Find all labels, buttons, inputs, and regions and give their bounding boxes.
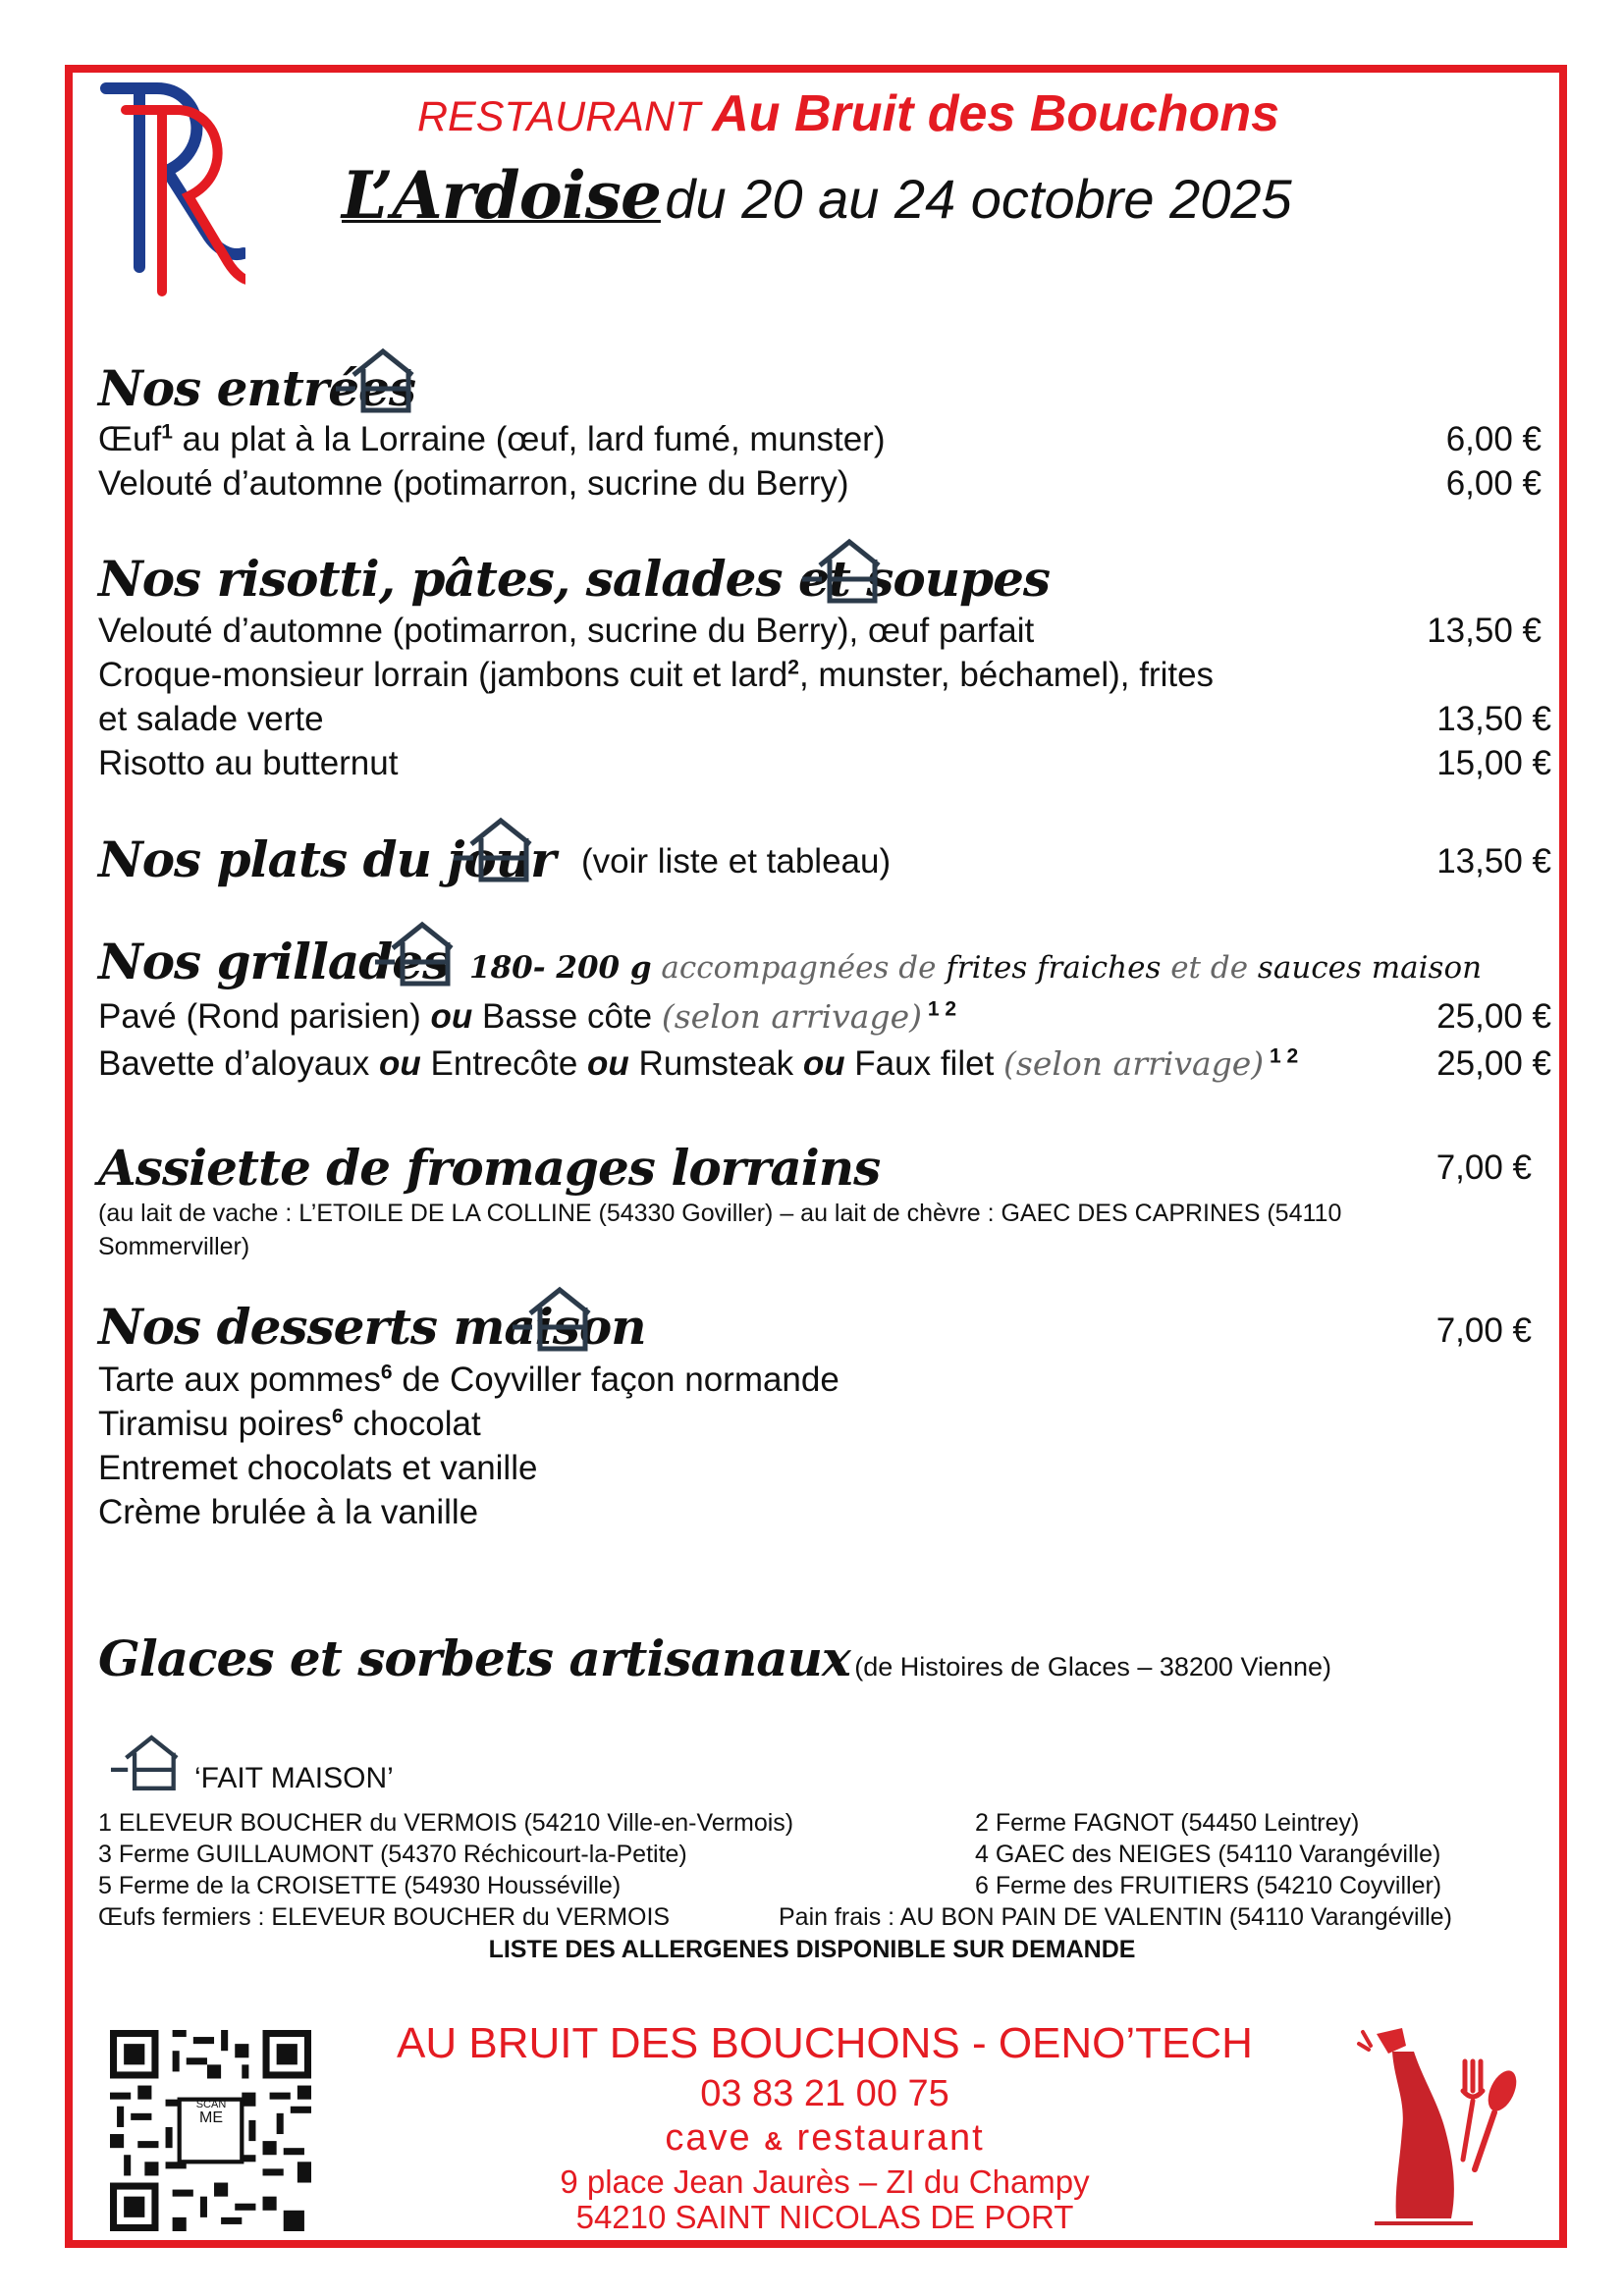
entree-item-2: Velouté d’automne (potimarron, sucrine du Berry) bbox=[98, 464, 849, 503]
bottle-cutlery-icon bbox=[1355, 2022, 1532, 2228]
glaces-title: Glaces et sorbets artisanaux bbox=[98, 1629, 850, 1687]
supplier-right-1: 2 Ferme FAGNOT (54450 Leintrey) bbox=[975, 1809, 1360, 1837]
supplier-right-3: 6 Ferme des FRUITIERS (54210 Coyviller) bbox=[975, 1872, 1442, 1899]
fait-maison-label: ‘FAIT MAISON’ bbox=[194, 1762, 394, 1794]
footer-name: AU BRUIT DES BOUCHONS - OENO’TECH bbox=[397, 2019, 1253, 2067]
grillade-price-2: 25,00 € bbox=[1436, 1044, 1551, 1083]
entree-price-2: 6,00 € bbox=[1445, 464, 1542, 503]
supplier-left-4: Œufs fermiers : ELEVEUR BOUCHER du VERMOIS bbox=[98, 1903, 671, 1931]
footer-address-1: 9 place Jean Jaurès – ZI du Champy bbox=[560, 2163, 1090, 2200]
qr-code[interactable] bbox=[110, 2030, 311, 2231]
risotti-price-2: 13,50 € bbox=[1436, 700, 1551, 738]
fait-maison-icon bbox=[334, 346, 422, 416]
grillades-title: Nos grillades bbox=[98, 933, 450, 990]
supplier-right-2: 4 GAEC des NEIGES (54110 Varangéville) bbox=[975, 1841, 1441, 1868]
risotti-price-1: 13,50 € bbox=[1427, 612, 1542, 650]
supplier-right-4: Pain frais : AU BON PAIN DE VALENTIN (54110 Varangéville) bbox=[779, 1903, 1452, 1931]
allergens-note: LISTE DES ALLERGENES DISPONIBLE SUR DEMANDE bbox=[488, 1936, 1136, 1963]
dessert-item-4: Crème brulée à la vanille bbox=[98, 1493, 479, 1531]
plats-title: Nos plats du jour bbox=[98, 830, 556, 888]
footer-address-2: 54210 SAINT NICOLAS DE PORT bbox=[575, 2199, 1074, 2235]
desserts-price: 7,00 € bbox=[1435, 1311, 1532, 1350]
qr-scan-label: SCAN ME bbox=[195, 2099, 227, 2126]
dessert-item-3: Entremet chocolats et vanille bbox=[98, 1449, 538, 1487]
glaces-block bbox=[98, 1629, 1331, 1687]
plats-note: (voir liste et tableau) bbox=[581, 842, 892, 881]
restaurant-name: Au Bruit des Bouchons bbox=[712, 85, 1280, 142]
plats-price: 13,50 € bbox=[1436, 842, 1551, 881]
dessert-item-1: Tarte aux pommes$^6$ de Coyviller façon normande bbox=[98, 1361, 839, 1399]
risotti-title: Nos risotti, pâtes, salades et soupes bbox=[98, 550, 1051, 608]
footer-cave-restaurant: cave & restaurant bbox=[665, 2117, 985, 2159]
ardoise-label: L’Ardoise bbox=[342, 157, 661, 234]
entree-item-1: Œuf$^1$ au plat à la Lorraine (œuf, lard fumé, munster) bbox=[98, 420, 886, 458]
grillade-price-1: 25,00 € bbox=[1436, 997, 1551, 1036]
dessert-item-2: Tiramisu poires$^6$ chocolat bbox=[98, 1405, 481, 1443]
rr-logo bbox=[98, 80, 245, 306]
supplier-left-2: 3 Ferme GUILLAUMONT (54370 Réchicourt-la-Petite) bbox=[98, 1841, 687, 1868]
fait-maison-icon bbox=[511, 1284, 599, 1355]
supplier-left-1: 1 ELEVEUR BOUCHER du VERMOIS (54210 Ville-en-Vermois) bbox=[98, 1809, 794, 1837]
fait-maison-icon bbox=[800, 536, 889, 607]
footer-phone[interactable]: 03 83 21 00 75 bbox=[700, 2073, 949, 2114]
fromages-note-1: (au lait de vache : L’ETOILE DE LA COLLINE (54330 Goviller) – au lait de chèvre : GAEC DES CAPRINES (54110 bbox=[98, 1200, 1342, 1227]
fait-maison-icon bbox=[108, 1733, 187, 1793]
supplier-left-3: 5 Ferme de la CROISETTE (54930 Housséville) bbox=[98, 1872, 622, 1899]
risotti-item-3: Risotto au butternut bbox=[98, 744, 399, 782]
desserts-title: Nos desserts maison bbox=[98, 1298, 646, 1356]
risotti-item-1: Velouté d’automne (potimarron, sucrine du Berry), œuf parfait bbox=[98, 612, 1035, 650]
risotti-item-2-cont: et salade verte bbox=[98, 700, 324, 738]
fromages-title: Assiette de fromages lorrains bbox=[98, 1139, 881, 1197]
restaurant-header bbox=[417, 84, 1279, 143]
grillade-item-1: Pavé (Rond parisien) ou Basse côte (selon arrivage) $^{1 2}$ bbox=[98, 997, 957, 1036]
ardoise-title bbox=[342, 157, 1292, 234]
ardoise-dates: du 20 au 24 octobre 2025 bbox=[665, 168, 1292, 230]
entrees-title: Nos entrées bbox=[98, 359, 415, 417]
entree-price-1: 6,00 € bbox=[1445, 420, 1542, 458]
fromages-note-2: Sommerviller) bbox=[98, 1233, 250, 1260]
fait-maison-icon bbox=[373, 919, 461, 989]
grillade-item-2: Bavette d’aloyaux ou Entrecôte ou Rumsteak ou Faux filet (selon arrivage) $^{1 2}$ bbox=[98, 1044, 1299, 1083]
grillades-desc: 180- 200 g accompagnées de frites fraiches et de sauces maison bbox=[469, 950, 1483, 986]
risotti-item-2: Croque-monsieur lorrain (jambons cuit et lard$^2$, munster, béchamel), frites bbox=[98, 656, 1215, 694]
glaces-note: (de Histoires de Glaces – 38200 Vienne) bbox=[854, 1652, 1332, 1682]
fait-maison-icon bbox=[452, 815, 540, 885]
risotti-price-3: 15,00 € bbox=[1436, 744, 1551, 782]
restaurant-prefix: RESTAURANT bbox=[417, 93, 701, 140]
fromages-price: 7,00 € bbox=[1435, 1148, 1532, 1187]
